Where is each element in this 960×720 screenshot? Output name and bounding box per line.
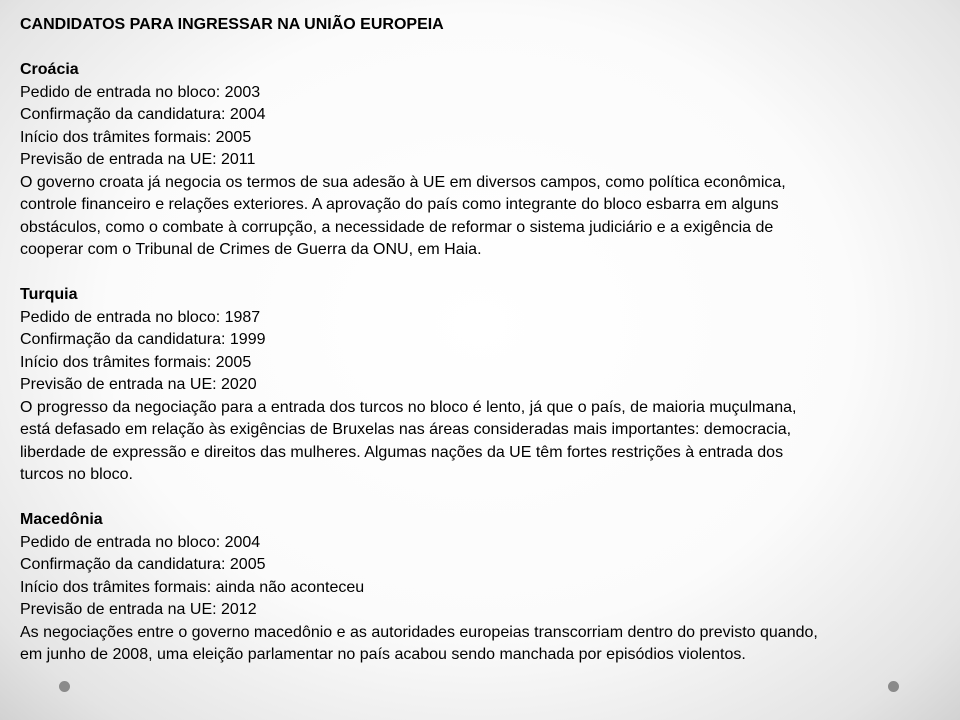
fact-line: Confirmação da candidatura: 2005 [20,556,266,573]
country-section-turquia [20,284,955,487]
description-line: cooperar com o Tribunal de Crimes de Guerra da ONU, em Haia. [20,241,482,258]
country-section-macedonia [20,509,955,667]
fact-line: Pedido de entrada no bloco: 2003 [20,83,261,101]
fact-line: Início dos trâmites formais: 2005 [20,128,252,146]
description-line: O governo croata já negocia os termos de sua adesão à UE em diversos campos, como política econômica, [20,173,786,191]
fact-line: Pedido de entrada no bloco: 2004 [20,533,261,551]
description-line: turcos no bloco. [20,466,133,483]
spacer [20,487,955,510]
decorative-dot-right [888,681,899,692]
description-line: O progresso da negociação para a entrada dos turcos no bloco é lento, já que o país, de maioria muçulmana, [20,398,797,416]
description-line: em junho de 2008, uma eleição parlamentar no país acabou sendo manchada por episódios violentos. [20,646,746,663]
description-line: As negociações entre o governo macedônio e as autoridades europeias transcorriam dentro do previsto quando, [20,623,818,641]
country-name: Macedônia [20,511,103,528]
fact-line: Pedido de entrada no bloco: 1987 [20,308,261,326]
slide-title: CANDIDATOS PARA INGRESSAR NA UNIÃO EUROPEIA [20,16,444,33]
country-name: Turquia [20,286,78,303]
description-line: está defasado em relação às exigências de Bruxelas nas áreas consideradas mais importantes: democracia, [20,421,792,438]
spacer [20,37,955,60]
fact-line: Previsão de entrada na UE: 2020 [20,376,257,393]
country-name: Croácia [20,61,79,78]
decorative-dot-left [59,681,70,692]
description-line: liberdade de expressão e direitos das mulheres. Algumas nações da UE têm fortes restrições à entrada dos [20,443,784,461]
spacer [20,262,955,285]
description-line: obstáculos, como o combate à corrupção, a necessidade de reformar o sistema judiciário e a exigência de [20,218,774,236]
description-line: controle financeiro e relações exteriores. A aprovação do país como integrante do bloco esbarra em alguns [20,196,779,213]
fact-line: Início dos trâmites formais: ainda não aconteceu [20,578,365,596]
fact-line: Confirmação da candidatura: 2004 [20,106,266,123]
fact-line: Previsão de entrada na UE: 2012 [20,601,257,618]
fact-line: Previsão de entrada na UE: 2011 [20,151,256,168]
country-section-croacia [20,59,955,262]
slide-content [20,14,955,667]
fact-line: Início dos trâmites formais: 2005 [20,353,252,371]
fact-line: Confirmação da candidatura: 1999 [20,331,266,348]
